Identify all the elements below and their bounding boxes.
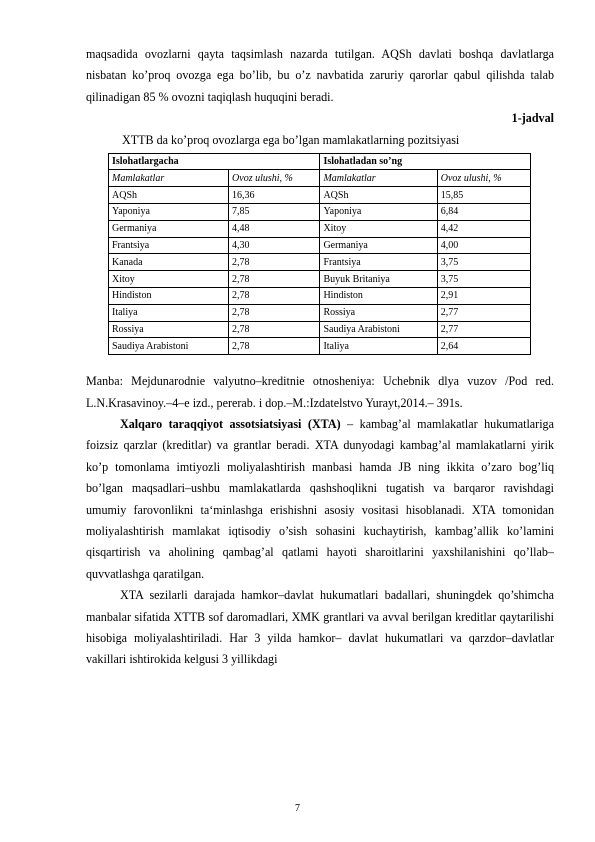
table-cell: 2,78 <box>229 304 320 321</box>
text-line: iqtisodiy o’sish sohasini kuchaytirish, kambag’allik ko’lamini qisqartirish va <box>86 524 554 560</box>
table-cell: 2,78 <box>229 288 320 305</box>
table-cell: Rossiya <box>109 321 229 338</box>
page-number: 7 <box>295 803 300 814</box>
table-caption: XTTB da ko’proq ovozlarga ega bo’lgan mamlakatlarning pozitsiyasi <box>122 132 460 147</box>
table-cell: Italiya <box>109 304 229 321</box>
table-cell: 3,75 <box>437 271 530 288</box>
table-cell: AQSh <box>320 187 437 204</box>
voting-share-table <box>108 153 531 356</box>
table-cell: Kanada <box>109 254 229 271</box>
table-cell: Frantsiya <box>320 254 437 271</box>
source-paragraph <box>86 371 554 414</box>
table-cell: 3,75 <box>437 254 530 271</box>
funding-paragraph <box>86 585 554 671</box>
table-cell: Buyuk Britaniya <box>320 271 437 288</box>
table-cell: 7,85 <box>229 204 320 221</box>
table-cell: 2,78 <box>229 321 320 338</box>
text-line: maqsadida ovozlarni qayta taqsimlash nazarda tutilgan. AQSh davlati boshqa <box>86 47 494 61</box>
table-cell: 4,00 <box>437 237 530 254</box>
table-cell: AQSh <box>109 187 229 204</box>
group-before-reform: Islohatlargacha <box>109 153 320 170</box>
table-cell: Hindiston <box>109 288 229 305</box>
text-line: davlat hukumatlari va qarzdor–davlatlar vakillari ishtirokida kelgusi 3 yillikdagi <box>86 631 554 667</box>
table-cell: 16,36 <box>229 187 320 204</box>
table-cell: Frantsiya <box>109 237 229 254</box>
table-cell: Germaniya <box>109 220 229 237</box>
table-cell: 2,64 <box>437 338 530 355</box>
text-line: /Pod red. L.N.Krasavinoy.–4–e izd., pererab. i dop.–M.:Izdatelstvo Yurayt,2014.– <box>86 374 554 410</box>
table-cell: Italiya <box>320 338 437 355</box>
col-share: Ovoz ulushi, % <box>229 170 320 187</box>
term-xta: Xalqaro taraqqiyot assotsiatsiyasi (XTA) <box>120 417 341 431</box>
table-row <box>109 254 531 271</box>
text-line: Manba: Mejdunarodnie valyutno–kreditnie otnosheniya: Uchebnik dlya vuzov <box>86 374 497 389</box>
table-cell: 6,84 <box>437 204 530 221</box>
table-row <box>109 338 531 355</box>
text-line: erishishni asosiy vositasi hisoblanadi. XTA tomonidan moliyalashtirish mamlakat <box>86 502 554 539</box>
text-line: qashshoqlikni tugatish va barqaror ravishdagi umumiy farovonlikni ta‘minlashga <box>86 481 555 517</box>
table-cell: 2,91 <box>437 288 530 305</box>
page-content <box>86 44 554 671</box>
table-row <box>109 237 531 254</box>
table-row <box>109 271 531 288</box>
text-line: berilgan kreditlar qaytarilishi hisobiga moliyalashtiriladi. Har 3 yilda hamkor– <box>86 609 554 646</box>
table-cell: Yaponiya <box>109 204 229 221</box>
table-cell: Xitoy <box>320 220 437 237</box>
group-after-reform: Islohatladan so’ng <box>320 153 531 170</box>
table-cell: Germaniya <box>320 237 437 254</box>
table-cell: Xitoy <box>109 271 229 288</box>
table-cell: 2,78 <box>229 254 320 271</box>
table-group-header <box>109 153 531 170</box>
table-row <box>109 321 531 338</box>
text-line: aholining qambag’al qatlami hayoti sharoitlarini yaxshilanishini qo’llab– <box>168 545 554 560</box>
table-cell: Yaponiya <box>320 204 437 221</box>
table-row <box>109 187 531 204</box>
table-cell: Saudiya Arabistoni <box>320 321 437 338</box>
table-row <box>109 288 531 305</box>
table-cell: 4,42 <box>437 220 530 237</box>
col-share: Ovoz ulushi, % <box>437 170 530 187</box>
text-line: XTA sezilarli darajada hamkor–davlat hukumatlari badallari, shuningdek <box>120 588 492 603</box>
table-column-header <box>109 170 531 187</box>
text-line: 391s. <box>436 395 463 410</box>
text-line: – kambag’al mamlakatlar <box>340 417 478 431</box>
xta-paragraph <box>86 414 554 585</box>
table-row <box>109 304 531 321</box>
intro-paragraph <box>86 44 554 108</box>
table-cell: 4,30 <box>229 237 320 254</box>
table-cell: 2,77 <box>437 321 530 338</box>
table-label: 1-jadval <box>511 111 554 126</box>
text-line: qo’shimcha manbalar sifatida XTTB sof daromadlari, XMK grantlari va avval <box>86 588 554 624</box>
text-line: kambag’al mamlakatlarni yirik ko’p tomonlama imtiyozli moliyalashtirish manbasi <box>86 438 554 474</box>
text-line: hukumatlariga foizsiz qarzlar (kreditlar) va grantlar beradi. XTA dunyodagi <box>86 417 554 453</box>
table-cell: Hindiston <box>320 288 437 305</box>
table-cell: 15,85 <box>437 187 530 204</box>
text-line: davlatlarga nisbatan ko’proq ovozga ega bo’lib, bu o’z navbatida zaruriy qarorlar <box>86 47 554 83</box>
table-cell: Saudiya Arabistoni <box>109 338 229 355</box>
table-cell: 4,48 <box>229 220 320 237</box>
text-line: hamda JB ning ikkita o’zaro bog’liq bo’lgan maqsadlari–ushbu mamlakatlarda <box>86 459 554 496</box>
col-country: Mamlakatlar <box>320 170 437 187</box>
table-row <box>109 220 531 237</box>
text-line: quvvatlashga qaratilgan. <box>86 566 205 581</box>
table-cell: 2,77 <box>437 304 530 321</box>
table-cell: Rossiya <box>320 304 437 321</box>
table-cell: 2,78 <box>229 271 320 288</box>
table-cell: 2,78 <box>229 338 320 355</box>
col-country: Mamlakatlar <box>109 170 229 187</box>
table-row <box>109 204 531 221</box>
text-line: qabul qilishda talab qilinadigan 85 % ovozni taqiqlash huquqini beradi. <box>86 68 554 104</box>
